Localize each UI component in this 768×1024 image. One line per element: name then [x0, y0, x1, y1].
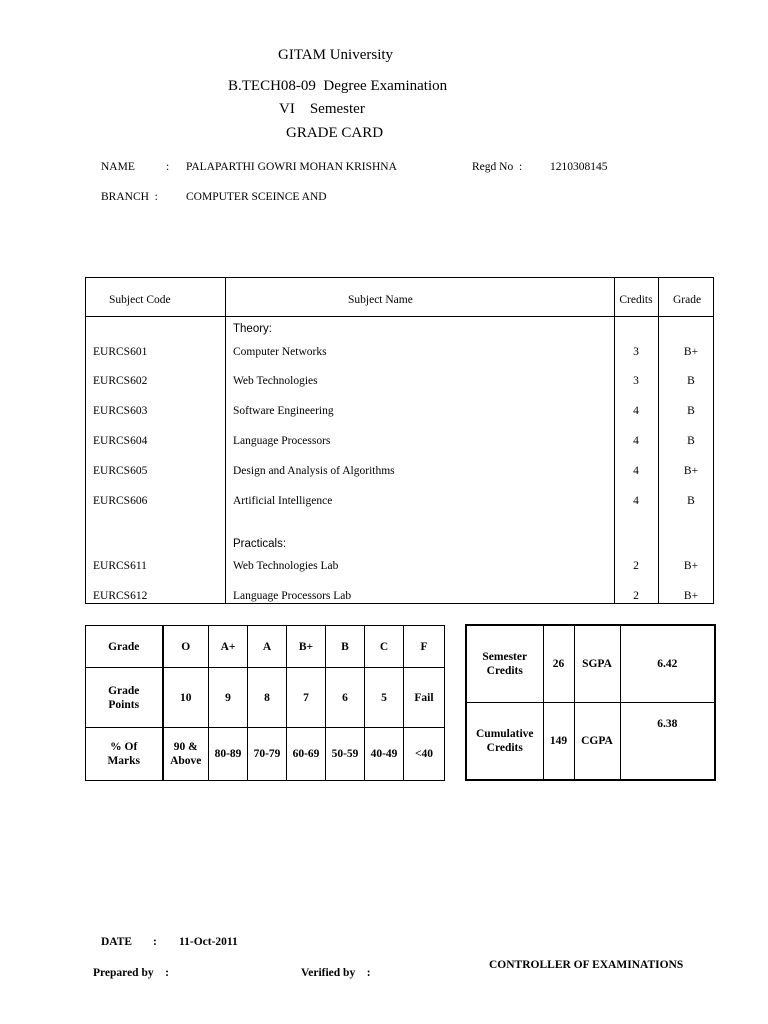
cgpa-label: CGPA	[574, 702, 620, 780]
date-label: DATE	[101, 936, 133, 948]
subject-grade: B	[687, 435, 695, 447]
subject-credits: 4	[633, 405, 639, 417]
grade-legend-table	[85, 625, 445, 781]
subject-credits: 2	[633, 560, 639, 572]
semester-title: VI Semester	[279, 101, 365, 117]
cumulative-credits-label	[466, 702, 543, 780]
legend-point: 8	[248, 668, 287, 728]
legend-label-points-line2: Points	[108, 698, 140, 711]
subject-credits: 2	[633, 590, 639, 602]
header-subject-name: Subject Name	[348, 294, 413, 306]
subject-grade: B	[687, 375, 695, 387]
date-value: 11-Oct-2011	[179, 936, 238, 948]
subject-name: Language Processors	[233, 435, 331, 447]
legend-label-points	[86, 668, 163, 728]
subject-code: EURCS605	[93, 465, 148, 477]
legend-label-marks	[86, 728, 163, 781]
cgpa-value: 6.38	[620, 702, 715, 780]
subject-table	[85, 277, 714, 604]
verified-by: Verified by :	[301, 967, 371, 979]
sgpa-value: 6.42	[620, 625, 715, 702]
table-divider	[614, 278, 615, 603]
legend-mark: 70-79	[248, 728, 287, 781]
semester-credits-label-line2: Credits	[486, 664, 523, 677]
subject-grade: B	[687, 405, 695, 417]
subject-grade: B+	[683, 590, 699, 602]
legend-point: 10	[163, 668, 209, 728]
semester-credits-label	[466, 625, 543, 702]
subject-name: Language Processors Lab	[233, 590, 352, 602]
subject-name: Web Technologies	[233, 375, 318, 387]
legend-marks-row	[86, 728, 445, 781]
subject-code: EURCS601	[93, 346, 148, 358]
exam-title: B.TECH08-09 Degree Examination	[228, 78, 448, 94]
legend-grade: A+	[209, 626, 248, 668]
name-separator: :	[166, 161, 170, 173]
legend-point: Fail	[404, 668, 445, 728]
legend-grade: O	[163, 626, 209, 668]
cumulative-credits-value: 149	[543, 702, 574, 780]
legend-mark	[163, 728, 209, 781]
practicals-label: Practicals:	[233, 538, 287, 550]
subject-grade: B+	[683, 465, 699, 477]
cumulative-credits-label-line1: Cumulative	[476, 727, 534, 740]
legend-mark-line1: 90 &	[173, 741, 198, 753]
legend-grade: A	[248, 626, 287, 668]
table-divider	[658, 278, 659, 603]
legend-point: 7	[287, 668, 326, 728]
regd-value: 1210308145	[550, 161, 608, 173]
header-subject-code: Subject Code	[109, 294, 171, 306]
subject-code: EURCS611	[93, 560, 147, 572]
subject-name: Software Engineering	[233, 405, 334, 417]
name-value: PALAPARTHI GOWRI MOHAN KRISHNA	[186, 161, 397, 173]
branch-value: COMPUTER SCEINCE AND	[186, 191, 327, 203]
legend-label-marks-line1: % Of	[110, 741, 138, 753]
card-title: GRADE CARD	[286, 125, 384, 141]
subject-code: EURCS603	[93, 405, 148, 417]
legend-label-grade: Grade	[86, 626, 163, 668]
legend-points-row	[86, 668, 445, 728]
legend-mark: 50-59	[326, 728, 365, 781]
regd-label: Regd No :	[472, 161, 523, 173]
legend-grade-row	[86, 626, 445, 668]
header-grade: Grade	[672, 294, 702, 306]
table-divider	[225, 278, 226, 603]
legend-grade: C	[365, 626, 404, 668]
legend-label-points-line1: Grade	[108, 684, 140, 697]
gpa-table	[465, 624, 716, 781]
subject-name: Computer Networks	[233, 346, 327, 358]
subject-code: EURCS604	[93, 435, 148, 447]
legend-mark: 80-89	[209, 728, 248, 781]
legend-point: 6	[326, 668, 365, 728]
university-name: GITAM University	[278, 47, 394, 63]
legend-grade: B+	[287, 626, 326, 668]
cumulative-credits-label-line2: Credits	[486, 741, 523, 754]
legend-grade: B	[326, 626, 365, 668]
legend-mark: 60-69	[287, 728, 326, 781]
subject-credits: 3	[633, 375, 639, 387]
subject-name: Artificial Intelligence	[233, 495, 333, 507]
subject-code: EURCS612	[93, 590, 148, 602]
legend-mark: <40	[404, 728, 445, 781]
legend-mark: 40-49	[365, 728, 404, 781]
controller-of-examinations: CONTROLLER OF EXAMINATIONS	[489, 959, 684, 971]
legend-grade: F	[404, 626, 445, 668]
subject-grade: B+	[683, 560, 699, 572]
subject-name: Design and Analysis of Algorithms	[233, 465, 395, 477]
subject-code: EURCS602	[93, 375, 148, 387]
branch-label: BRANCH :	[101, 191, 158, 203]
subject-grade: B+	[683, 346, 699, 358]
semester-credits-value: 26	[543, 625, 574, 702]
sgpa-label: SGPA	[574, 625, 620, 702]
prepared-by: Prepared by :	[93, 967, 169, 979]
legend-point: 9	[209, 668, 248, 728]
semester-credits-label-line1: Semester	[482, 650, 528, 663]
subject-grade: B	[687, 495, 695, 507]
legend-label-marks-line2: Marks	[107, 755, 141, 767]
semester-row	[466, 625, 715, 702]
subject-credits: 4	[633, 465, 639, 477]
legend-mark-line2: Above	[170, 755, 202, 767]
theory-label: Theory:	[233, 323, 272, 335]
table-divider	[86, 316, 713, 317]
legend-point: 5	[365, 668, 404, 728]
subject-name: Web Technologies Lab	[233, 560, 339, 572]
cumulative-row	[466, 702, 715, 780]
header-credits: Credits	[619, 294, 653, 306]
subject-code: EURCS606	[93, 495, 148, 507]
subject-credits: 3	[633, 346, 639, 358]
subject-credits: 4	[633, 435, 639, 447]
date-separator: :	[153, 936, 157, 948]
subject-credits: 4	[633, 495, 639, 507]
name-label: NAME	[101, 161, 135, 173]
